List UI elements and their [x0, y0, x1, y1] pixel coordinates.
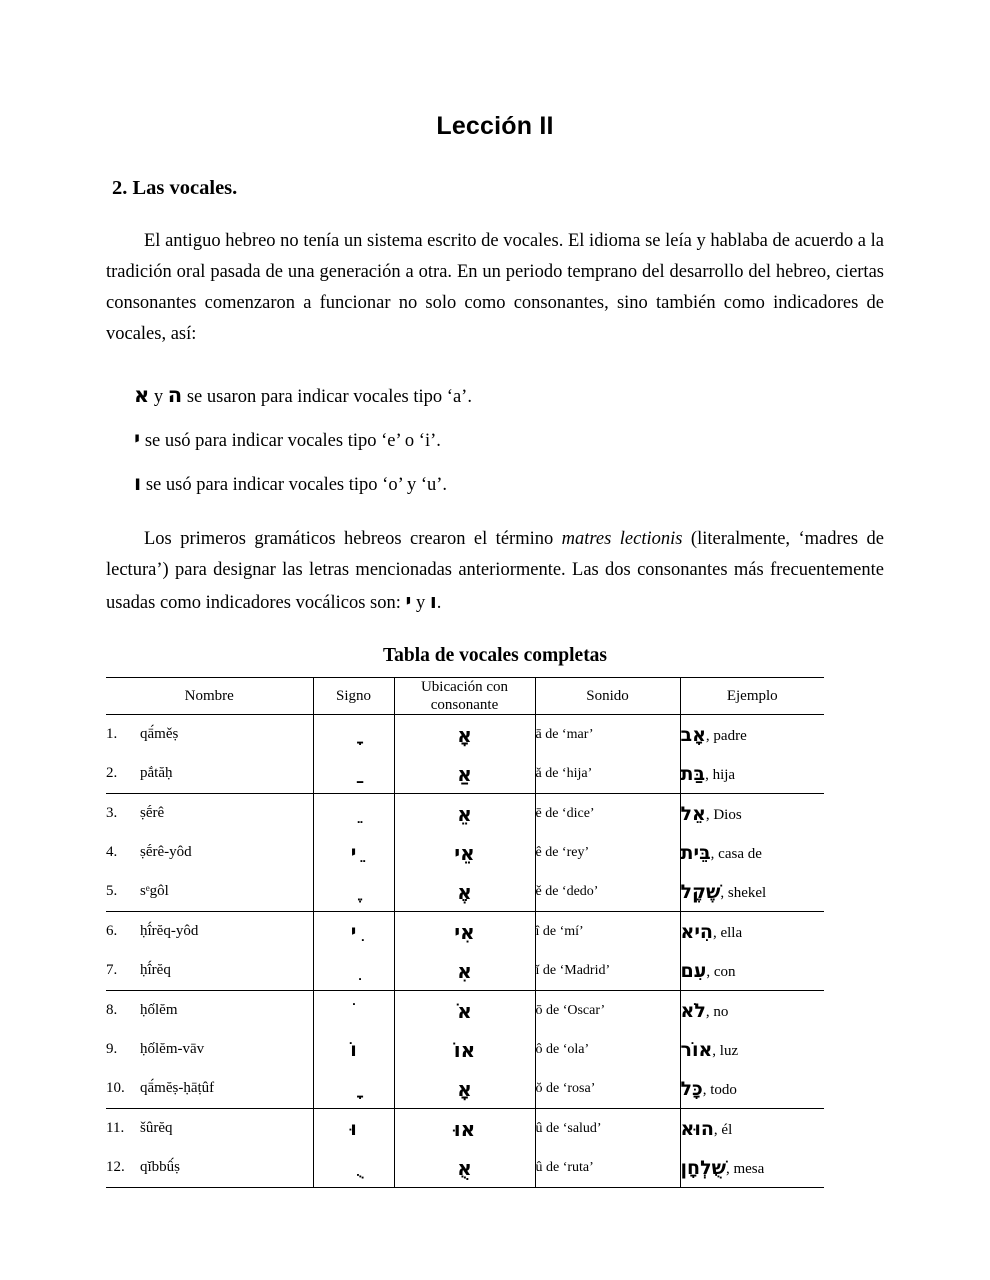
- cell-sonido: û de ‘salud’: [535, 1109, 680, 1149]
- row-number: 4.: [106, 844, 118, 860]
- row-number: 7.: [106, 962, 118, 978]
- row-number: 12.: [106, 1159, 125, 1175]
- example-hebrew: הִיא: [680, 920, 713, 943]
- table-row: [106, 951, 824, 991]
- example-gloss: , hija: [705, 766, 736, 783]
- cell-nombre: [106, 991, 313, 1031]
- cell-ubicacion: אֹ: [394, 991, 535, 1031]
- example-gloss: , Dios: [705, 806, 742, 823]
- cell-sonido: î de ‘mí’: [535, 912, 680, 952]
- cell-signo: [313, 872, 394, 912]
- table-header: [106, 678, 824, 715]
- example-gloss: , padre: [705, 727, 747, 744]
- vowel-name: ṣḗrê-yôd: [140, 844, 192, 860]
- column-header-sonido: Sonido: [535, 678, 680, 715]
- cell-signo: וֹ: [313, 1030, 394, 1069]
- cell-ubicacion: אֵ: [394, 794, 535, 834]
- cell-signo: [313, 794, 394, 834]
- cell-signo: [313, 1069, 394, 1109]
- vowel-name: ḥî́rĕq: [140, 962, 171, 978]
- example-hebrew: בֵּית: [680, 841, 711, 864]
- example-hebrew: אֵל: [680, 802, 706, 825]
- table-row: [106, 991, 824, 1031]
- table-row: [106, 912, 824, 952]
- table-group: [106, 794, 824, 912]
- matres-paragraph-part-a: Los primeros gramáticos hebreos crearon el término: [144, 529, 562, 549]
- row-number: 9.: [106, 1041, 118, 1057]
- table-row: [106, 1148, 824, 1188]
- cell-signo: וּ: [313, 1109, 394, 1149]
- hebrew-letter-aleph: א: [134, 383, 150, 407]
- page-title: Lección II: [436, 112, 554, 140]
- mater-lectionis-list: [106, 350, 884, 506]
- vowel-name: ḥî́rĕq-yôd: [140, 923, 199, 939]
- cell-ejemplo: [680, 912, 824, 952]
- example-gloss: , con: [706, 963, 736, 980]
- cell-nombre: [106, 1030, 313, 1069]
- example-gloss: , no: [705, 1003, 729, 1020]
- example-hebrew: הוּא: [680, 1117, 714, 1140]
- cell-sonido: ĭ de ‘Madrid’: [535, 951, 680, 991]
- cell-ubicacion: אִ: [394, 951, 535, 991]
- hebrew-letter-vav: ו: [134, 471, 142, 495]
- cell-ubicacion: אָ: [394, 1069, 535, 1109]
- cell-sonido: ā de ‘mar’: [535, 715, 680, 755]
- matres-lectionis-paragraph: [106, 506, 884, 619]
- table-row: [106, 1069, 824, 1109]
- example-hebrew: עִם: [680, 959, 707, 982]
- list-item: [106, 374, 884, 418]
- cell-signo: [313, 1148, 394, 1188]
- example-hebrew: אָב: [680, 723, 706, 746]
- example-hebrew: אוֹר: [680, 1038, 713, 1061]
- example-gloss: , casa de: [710, 845, 762, 862]
- cell-nombre: [106, 754, 313, 794]
- cell-sonido: û de ‘ruta’: [535, 1148, 680, 1188]
- table-row: [106, 1030, 824, 1069]
- matres-paragraph-conjunction: y: [411, 593, 430, 613]
- vowel-name: qā́mĕṣ-ḥāṭûf: [140, 1080, 215, 1096]
- table-group: [106, 1109, 824, 1188]
- column-header-ejemplo: Ejemplo: [680, 678, 824, 715]
- hebrew-letter-yod: י: [134, 427, 141, 451]
- cell-signo: [313, 991, 394, 1031]
- table-row: [106, 794, 824, 834]
- cell-ejemplo: [680, 1148, 824, 1188]
- vowel-name: qā́měṣ: [140, 726, 179, 742]
- example-hebrew: בַּת: [680, 762, 706, 785]
- table-row: [106, 754, 824, 794]
- cell-nombre: [106, 794, 313, 834]
- example-gloss: , mesa: [725, 1160, 765, 1177]
- cell-ejemplo: [680, 754, 824, 794]
- row-number: 10.: [106, 1080, 125, 1096]
- cell-sonido: ŏ de ‘rosa’: [535, 1069, 680, 1109]
- hebrew-letter-yod: י: [405, 589, 412, 613]
- table-row: [106, 872, 824, 912]
- cell-ejemplo: [680, 872, 824, 912]
- hebrew-letter-he: ה: [167, 383, 183, 407]
- cell-nombre: [106, 912, 313, 952]
- cell-ubicacion: אִי: [394, 912, 535, 952]
- letter-line-text: se usó para indicar vocales tipo ‘e’ o ‘i’.: [140, 431, 441, 451]
- cell-sonido: ē de ‘dice’: [535, 794, 680, 834]
- cell-signo: [313, 715, 394, 755]
- cell-nombre: [106, 1109, 313, 1149]
- table-group: [106, 912, 824, 991]
- cell-ubicacion: אוֹ: [394, 1030, 535, 1069]
- table-row: [106, 1109, 824, 1149]
- intro-paragraph: [106, 200, 884, 350]
- row-number: 1.: [106, 726, 118, 742]
- matres-paragraph-part-b: (literalmente, ‘madres de lectura’) para designar las letras mencionadas anteriormente. Las dos consonantes más frecuentemente usadas como indicadores vocálicos son:: [106, 529, 884, 613]
- cell-ejemplo: [680, 794, 824, 834]
- cell-ejemplo: [680, 1109, 824, 1149]
- example-hebrew: שֶׁקֶל: [680, 880, 721, 903]
- cell-ejemplo: [680, 1069, 824, 1109]
- example-gloss: , luz: [712, 1042, 739, 1059]
- cell-sonido: ě de ‘dedo’: [535, 872, 680, 912]
- column-header-ubicacion: Ubicación con consonante: [394, 678, 535, 715]
- cell-ubicacion: אָ: [394, 715, 535, 755]
- table-group: [106, 991, 824, 1109]
- table-row: [106, 833, 824, 872]
- example-hebrew: לֹא: [680, 999, 706, 1022]
- vowel-name: pắtăḥ: [140, 765, 173, 781]
- cell-sonido: ê de ‘rey’: [535, 833, 680, 872]
- vowel-name: šûrĕq: [140, 1120, 173, 1136]
- matres-lectionis-term: matres lectionis: [561, 529, 683, 549]
- cell-ejemplo: [680, 991, 824, 1031]
- cell-signo: ִי: [313, 912, 394, 952]
- letter-line-text: se usó para indicar vocales tipo ‘o’ y ‘u’.: [141, 475, 448, 495]
- vowel-name: ṣḗrê: [140, 805, 165, 821]
- row-number: 3.: [106, 805, 118, 821]
- cell-nombre: [106, 872, 313, 912]
- vowel-name: qĭbbû́ṣ: [140, 1159, 181, 1175]
- cell-sonido: ō de ‘Oscar’: [535, 991, 680, 1031]
- table-group: [106, 715, 824, 794]
- table-caption: Tabla de vocales completas: [382, 645, 608, 666]
- intro-paragraph-text: El antiguo hebreo no tenía un sistema escrito de vocales. El idioma se leía y hablaba de acuerdo a la tradición oral pasada de una generación a otra. En un periodo temprano del desarrollo del hebreo, ciertas consonantes comenzaron a funcionar no solo como consonantes, sino también como indicadores de vocales, así:: [106, 231, 884, 344]
- cell-ejemplo: [680, 715, 824, 755]
- hebrew-letter-vav: ו: [429, 589, 437, 613]
- list-item: [106, 418, 884, 462]
- cell-signo: ֵי: [313, 833, 394, 872]
- vowel-name: ḥốlĕm-vāv: [140, 1041, 205, 1057]
- cell-nombre: [106, 951, 313, 991]
- cell-nombre: [106, 1148, 313, 1188]
- cell-nombre: [106, 1069, 313, 1109]
- row-number: 5.: [106, 883, 118, 899]
- example-hebrew: כָּל: [680, 1077, 703, 1100]
- matres-paragraph-period: .: [436, 593, 442, 613]
- table-row: [106, 715, 824, 755]
- vowel-name: sᵉgôl: [140, 883, 169, 899]
- table-header-row: [106, 678, 824, 715]
- cell-ejemplo: [680, 1030, 824, 1069]
- cell-sonido: ô de ‘ola’: [535, 1030, 680, 1069]
- example-gloss: , él: [713, 1121, 733, 1138]
- cell-sonido: ă de ‘hija’: [535, 754, 680, 794]
- example-gloss: , ella: [712, 924, 743, 941]
- letter-line-conjunction: y: [149, 387, 168, 407]
- cell-ubicacion: אֻ: [394, 1148, 535, 1188]
- cell-nombre: [106, 833, 313, 872]
- cell-ejemplo: [680, 833, 824, 872]
- vowel-name: ḥốlĕm: [140, 1002, 178, 1018]
- row-number: 11.: [106, 1120, 125, 1136]
- row-number: 6.: [106, 923, 118, 939]
- example-hebrew: שֻׁלְחָן: [680, 1156, 726, 1179]
- section-heading: 2. Las vocales.: [112, 177, 238, 199]
- column-header-nombre: Nombre: [106, 678, 313, 715]
- cell-ubicacion: אוּ: [394, 1109, 535, 1149]
- vowel-table: [106, 677, 824, 1188]
- cell-ubicacion: אֵי: [394, 833, 535, 872]
- example-gloss: , todo: [702, 1081, 737, 1098]
- row-number: 8.: [106, 1002, 118, 1018]
- cell-ejemplo: [680, 951, 824, 991]
- row-number: 2.: [106, 765, 118, 781]
- column-header-signo: Signo: [313, 678, 394, 715]
- list-item: [106, 462, 884, 506]
- cell-nombre: [106, 715, 313, 755]
- cell-ubicacion: אֶ: [394, 872, 535, 912]
- letter-line-text: se usaron para indicar vocales tipo ‘a’.: [182, 387, 472, 407]
- cell-signo: [313, 754, 394, 794]
- example-gloss: , shekel: [720, 884, 767, 901]
- cell-ubicacion: אַ: [394, 754, 535, 794]
- cell-signo: [313, 951, 394, 991]
